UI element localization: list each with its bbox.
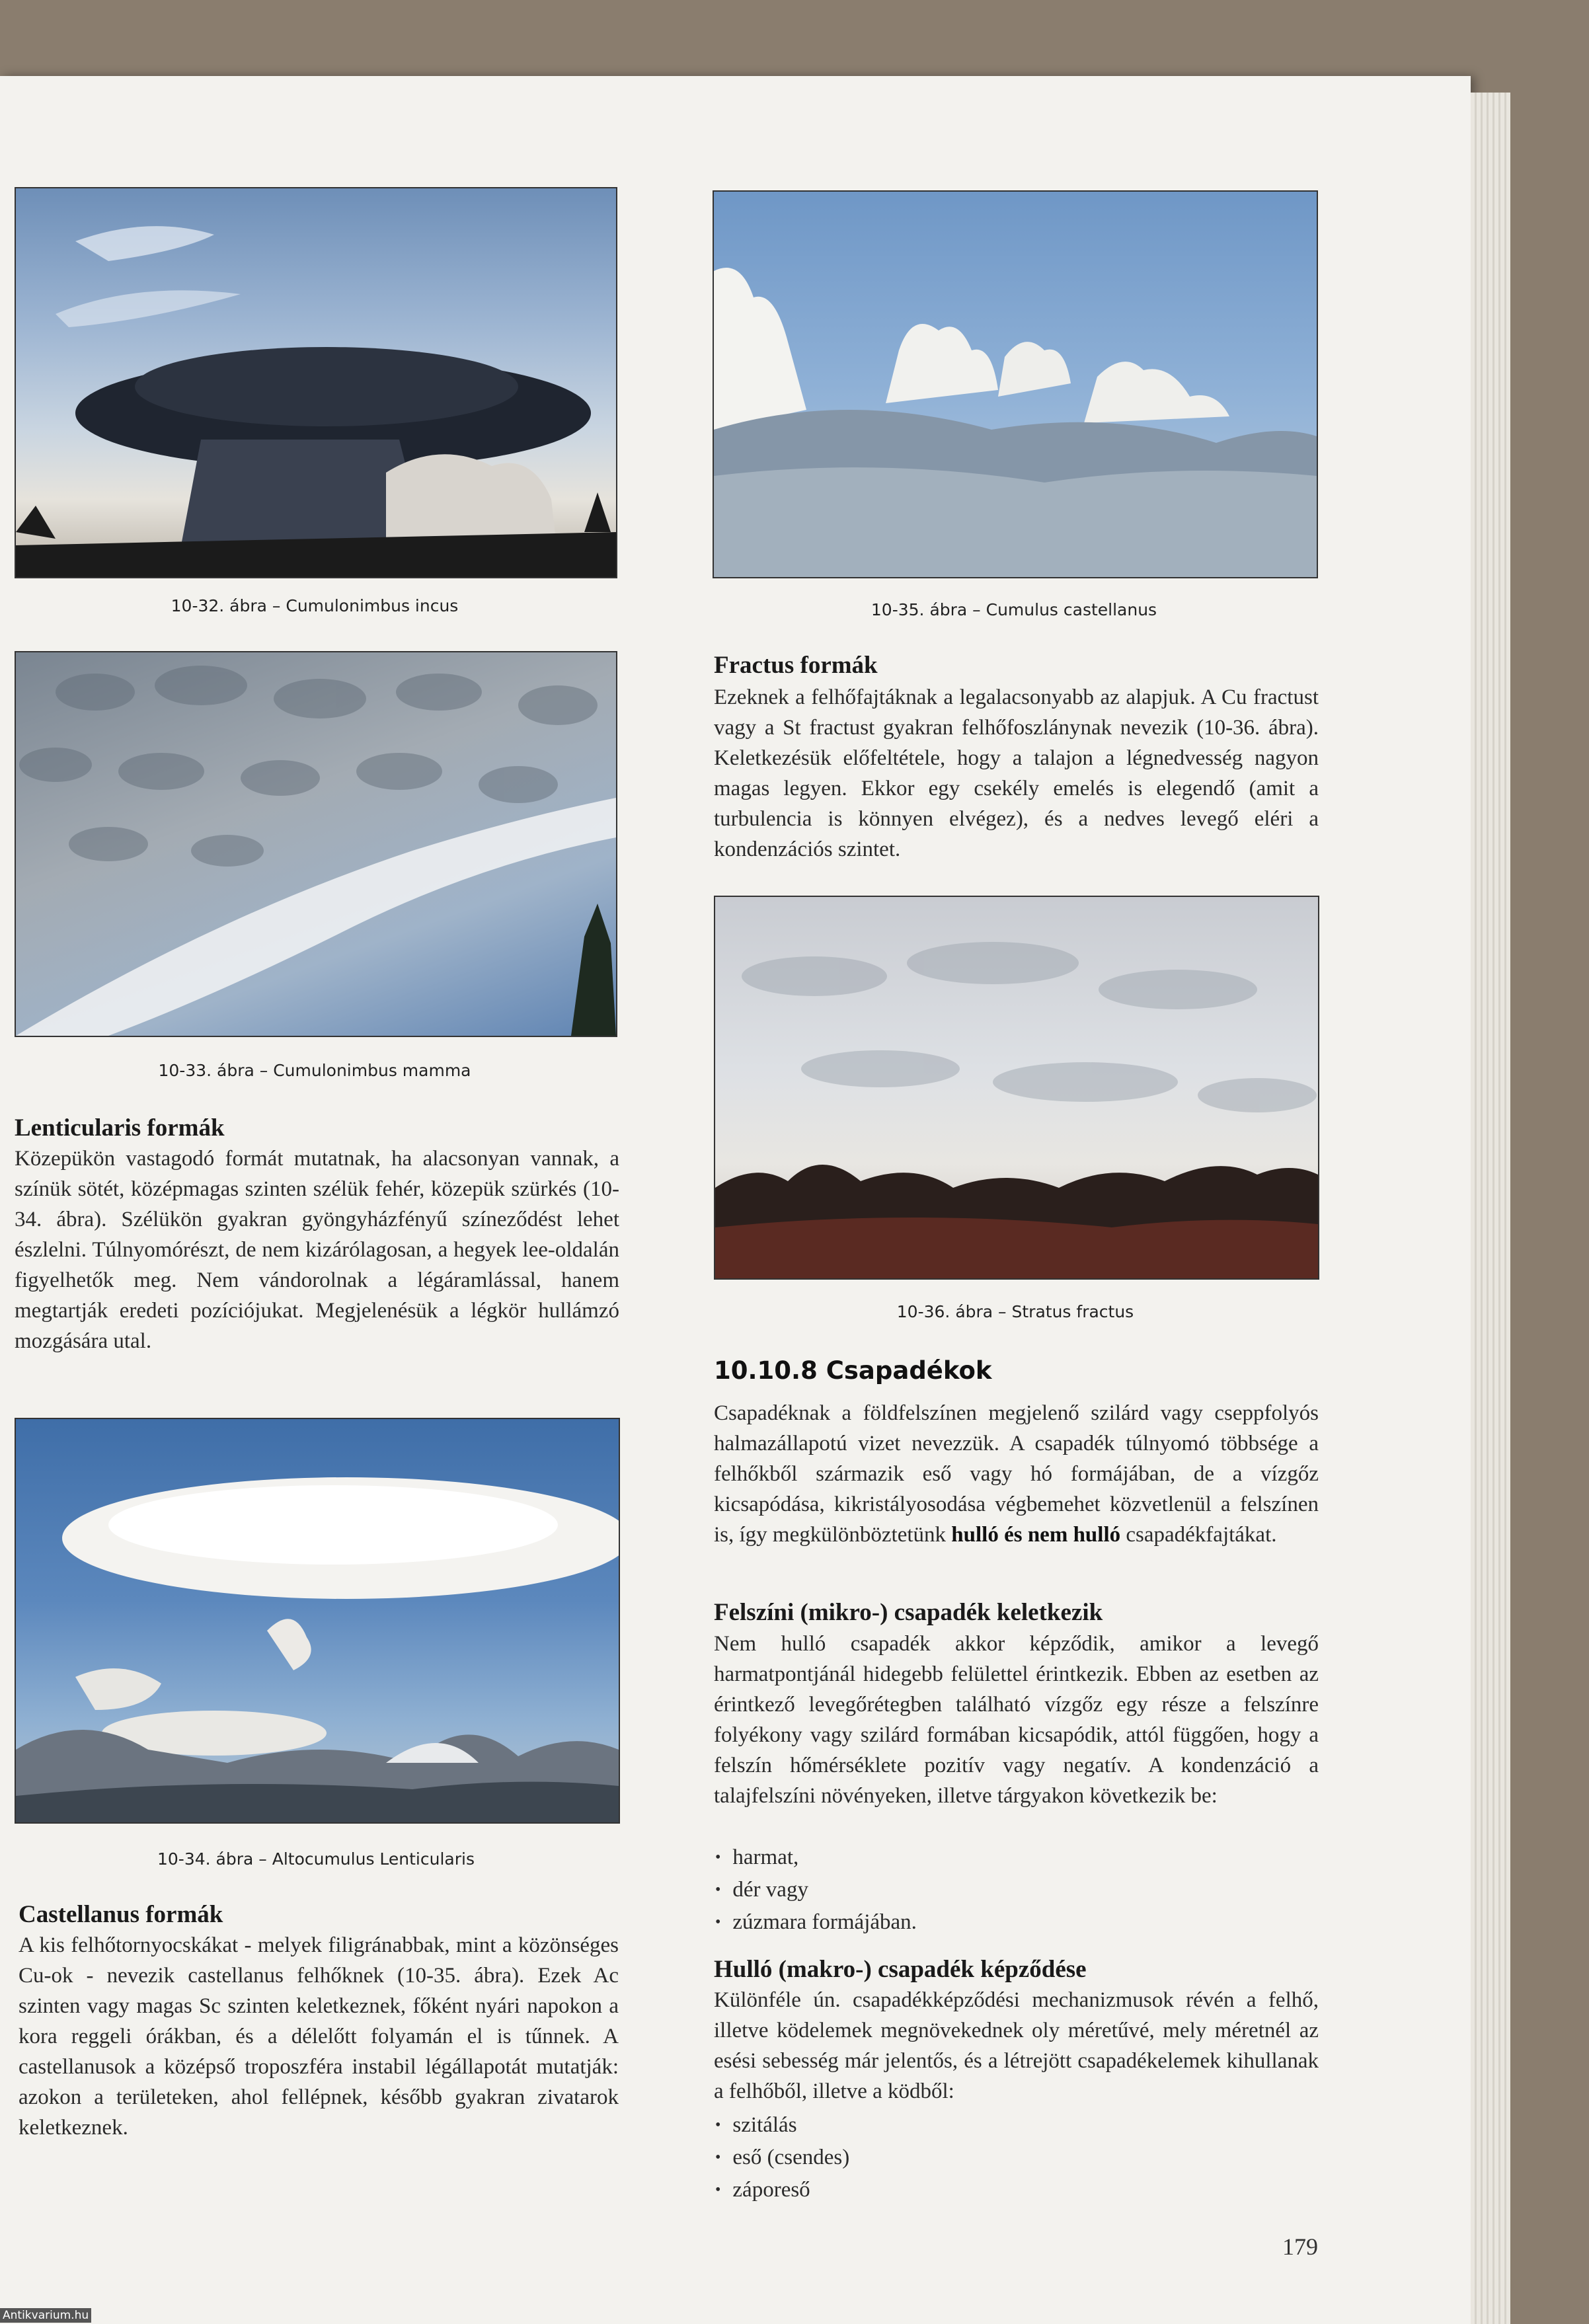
- section-heading-hullo: Hulló (makro-) csapadék képződése: [714, 1956, 1087, 1983]
- list-hullo: [715, 2110, 849, 2207]
- paragraph-felszini: Nem hulló csapadék akkor képződik, amikor a levegő harmatpontjánál hidegebb felülettel érintkezik. Ebben az esetben az érintkező levegőrétegben található vízgőz egy része a felszínre folyékony vagy szilárd formában kicsapódik, attól függően, hogy a felszín hőmérséklete pozitív vagy negatív. A kondenzáció a talajfelszíni növényeken, illetve tárgyakon következik be:: [714, 1632, 1319, 1808]
- list-item: • zúzmara formájában.: [715, 1907, 917, 1939]
- list-felszini: [715, 1842, 917, 1939]
- bold-term: hulló és nem hulló: [951, 1523, 1121, 1547]
- section-heading-felszini: Felszíni (mikro-) csapadék keletkezik: [714, 1599, 1103, 1626]
- paragraph-text: Csapadéknak a földfelszínen megjelenő szilárd vagy cseppfolyós halmazállapotú vizet nevezzük. A csapadék túlnyomó többsége a felhőkből származik eső vagy hó formájában, de a vízgőz kicsapódása, kikristályosodása végbemehet közvetlenül a felszínen is, így megkülönböztetünk: [714, 1401, 1319, 1547]
- paragraph-lenticularis: Közepükön vastagodó formát mutatnak, ha alacsonyan vannak, a színük sötét, középmagas szinten szélük fehér, közepük szürkés (10-34. ábra). Szélükön gyakran gyöngyházfényű színeződést lehet észlelni. Túlnyomórészt, de nem kizárólagosan, a hegyek lee-oldalán figyelhetők meg. Nem vándorolnak a légáramlással, hanem megtartják eredeti pozíciójukat. Megjelenésük a légkör hullámzó mozgására utal.: [15, 1147, 619, 1353]
- photo-stratus-fractus: [714, 896, 1319, 1280]
- list-item: • harmat,: [715, 1842, 917, 1875]
- paragraph-fractus: Ezeknek a felhőfajtáknak a legalacsonyabb az alapjuk. A Cu fractust vagy a St fractust gyakran felhőfoszlánynak nevezik (10-36. ábra). Keletkezésük előfeltétele, hogy a talajon a légnedvesség nagyon magas legyen. Ekkor egy csekély emelés is elegendő (amit a turbulencia is könnyen elvégez), és a nedves levegő eléri a kondenzációs szintet.: [714, 685, 1319, 861]
- watermark: Antikvarium.hu: [0, 2308, 91, 2323]
- page-edges: [1471, 93, 1510, 2324]
- section-heading-csapadekok: 10.10.8 Csapadékok: [714, 1356, 992, 1385]
- paragraph-hullo: Különféle ún. csapadékképződési mechanizmusok révén a felhő, illetve ködelemek megnövekednek oly méretűvé, mely méretnél az esési sebesség már jelentős, és a létrejött csapadékelemek kihullanak a felhőből, illetve a ködből:: [714, 1988, 1319, 2103]
- photo-cumulonimbus-mamma: [15, 651, 617, 1037]
- photo-altocumulus-lenticularis: [15, 1418, 620, 1824]
- page-number: 179: [1282, 2233, 1318, 2260]
- figure-caption: 10-36. ábra – Stratus fractus: [896, 1302, 1134, 1321]
- figure-caption: 10-34. ábra – Altocumulus Lenticularis: [157, 1849, 475, 1869]
- section-heading-lenticularis: Lenticularis formák: [15, 1114, 225, 1142]
- list-item: • dér vagy: [715, 1875, 917, 1907]
- figure-caption: 10-33. ábra – Cumulonimbus mamma: [158, 1061, 471, 1080]
- list-item: • szitálás: [715, 2110, 849, 2142]
- figure-caption: 10-32. ábra – Cumulonimbus incus: [171, 596, 459, 615]
- list-item: • záporeső: [715, 2175, 849, 2207]
- list-item: • eső (csendes): [715, 2142, 849, 2175]
- figure-caption: 10-35. ábra – Cumulus castellanus: [871, 600, 1157, 619]
- section-heading-fractus: Fractus formák: [714, 652, 878, 679]
- paragraph-csapadekok: [714, 1398, 1319, 1550]
- photo-cumulus-castellanus: [713, 190, 1318, 578]
- paragraph-text: csapadékfajtákat.: [1120, 1523, 1277, 1547]
- section-heading-castellanus: Castellanus formák: [19, 1901, 223, 1928]
- photo-cumulonimbus-incus: [15, 187, 617, 578]
- paragraph-castellanus: A kis felhőtornyocskákat - melyek filigránabbak, mint a közönséges Cu-ok - nevezik castellanus felhőknek (10-35. ábra). Ezek Ac szinten vagy magas Sc szinten keletkeznek, főként nyári napokon a kora reggeli órákban, és a délelőtt folyamán el is tűnnek. A castellanusok a középső troposzféra instabil légállapotát mutatják: azokon a területeken, ahol fellépnek, később gyakran zivatarok keletkeznek.: [19, 1933, 619, 2140]
